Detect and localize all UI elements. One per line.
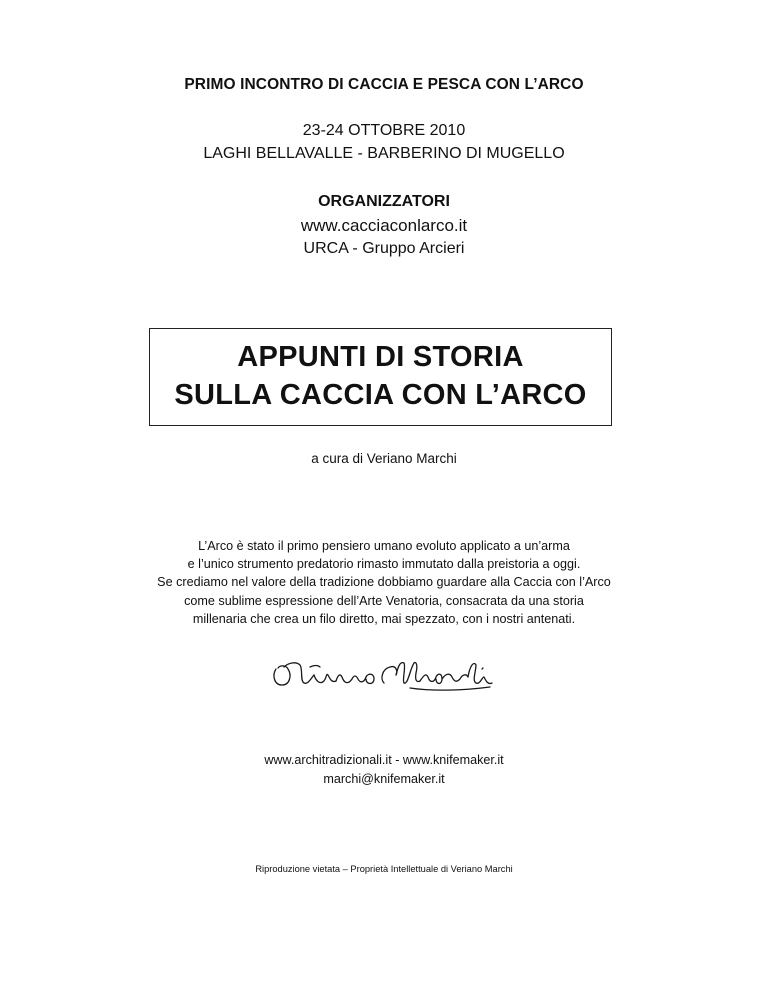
event-dates: 23-24 OTTOBRE 2010 [302, 122, 466, 139]
document-title-box [149, 328, 612, 426]
quote-line: millenaria che crea un filo diretto, mai spezzato, con i nostri antenati. [192, 611, 576, 626]
organizer-group: URCA - Gruppo Arcieri [303, 240, 465, 257]
document-title-line-1: APPUNTI DI STORIA [237, 341, 524, 373]
quote-paragraph [0, 537, 768, 628]
quote-line: come sublime espressione dell’Arte Venatoria, consacrata da una storia [184, 593, 584, 608]
footer-notice: Riproduzione vietata – Proprietà Intellettuale di Veriano Marchi [255, 864, 513, 874]
quote-line: Se crediamo nel valore della tradizione dobbiamo guardare alla Caccia con l’Arco [157, 575, 611, 590]
contact-email: marchi@knifemaker.it [323, 772, 445, 786]
contact-websites: www.architradizionali.it - www.knifemaker.it [264, 753, 504, 767]
document-title-line-2: SULLA CACCIA CON L’ARCO [174, 379, 587, 411]
organizers-heading: ORGANIZZATORI [318, 193, 450, 210]
quote-line: e l’unico strumento predatorio rimasto immutato dalla preistoria a oggi. [187, 557, 581, 572]
event-title: PRIMO INCONTRO DI CACCIA E PESCA CON L’ARCO [184, 76, 584, 93]
handwritten-signature [270, 655, 500, 697]
author-credit: a cura di Veriano Marchi [311, 451, 457, 466]
event-location: LAGHI BELLAVALLE - BARBERINO DI MUGELLO [203, 145, 565, 162]
organizer-website: www.cacciaconlarco.it [300, 216, 468, 235]
quote-line: L’Arco è stato il primo pensiero umano evoluto applicato a un’arma [198, 539, 570, 553]
